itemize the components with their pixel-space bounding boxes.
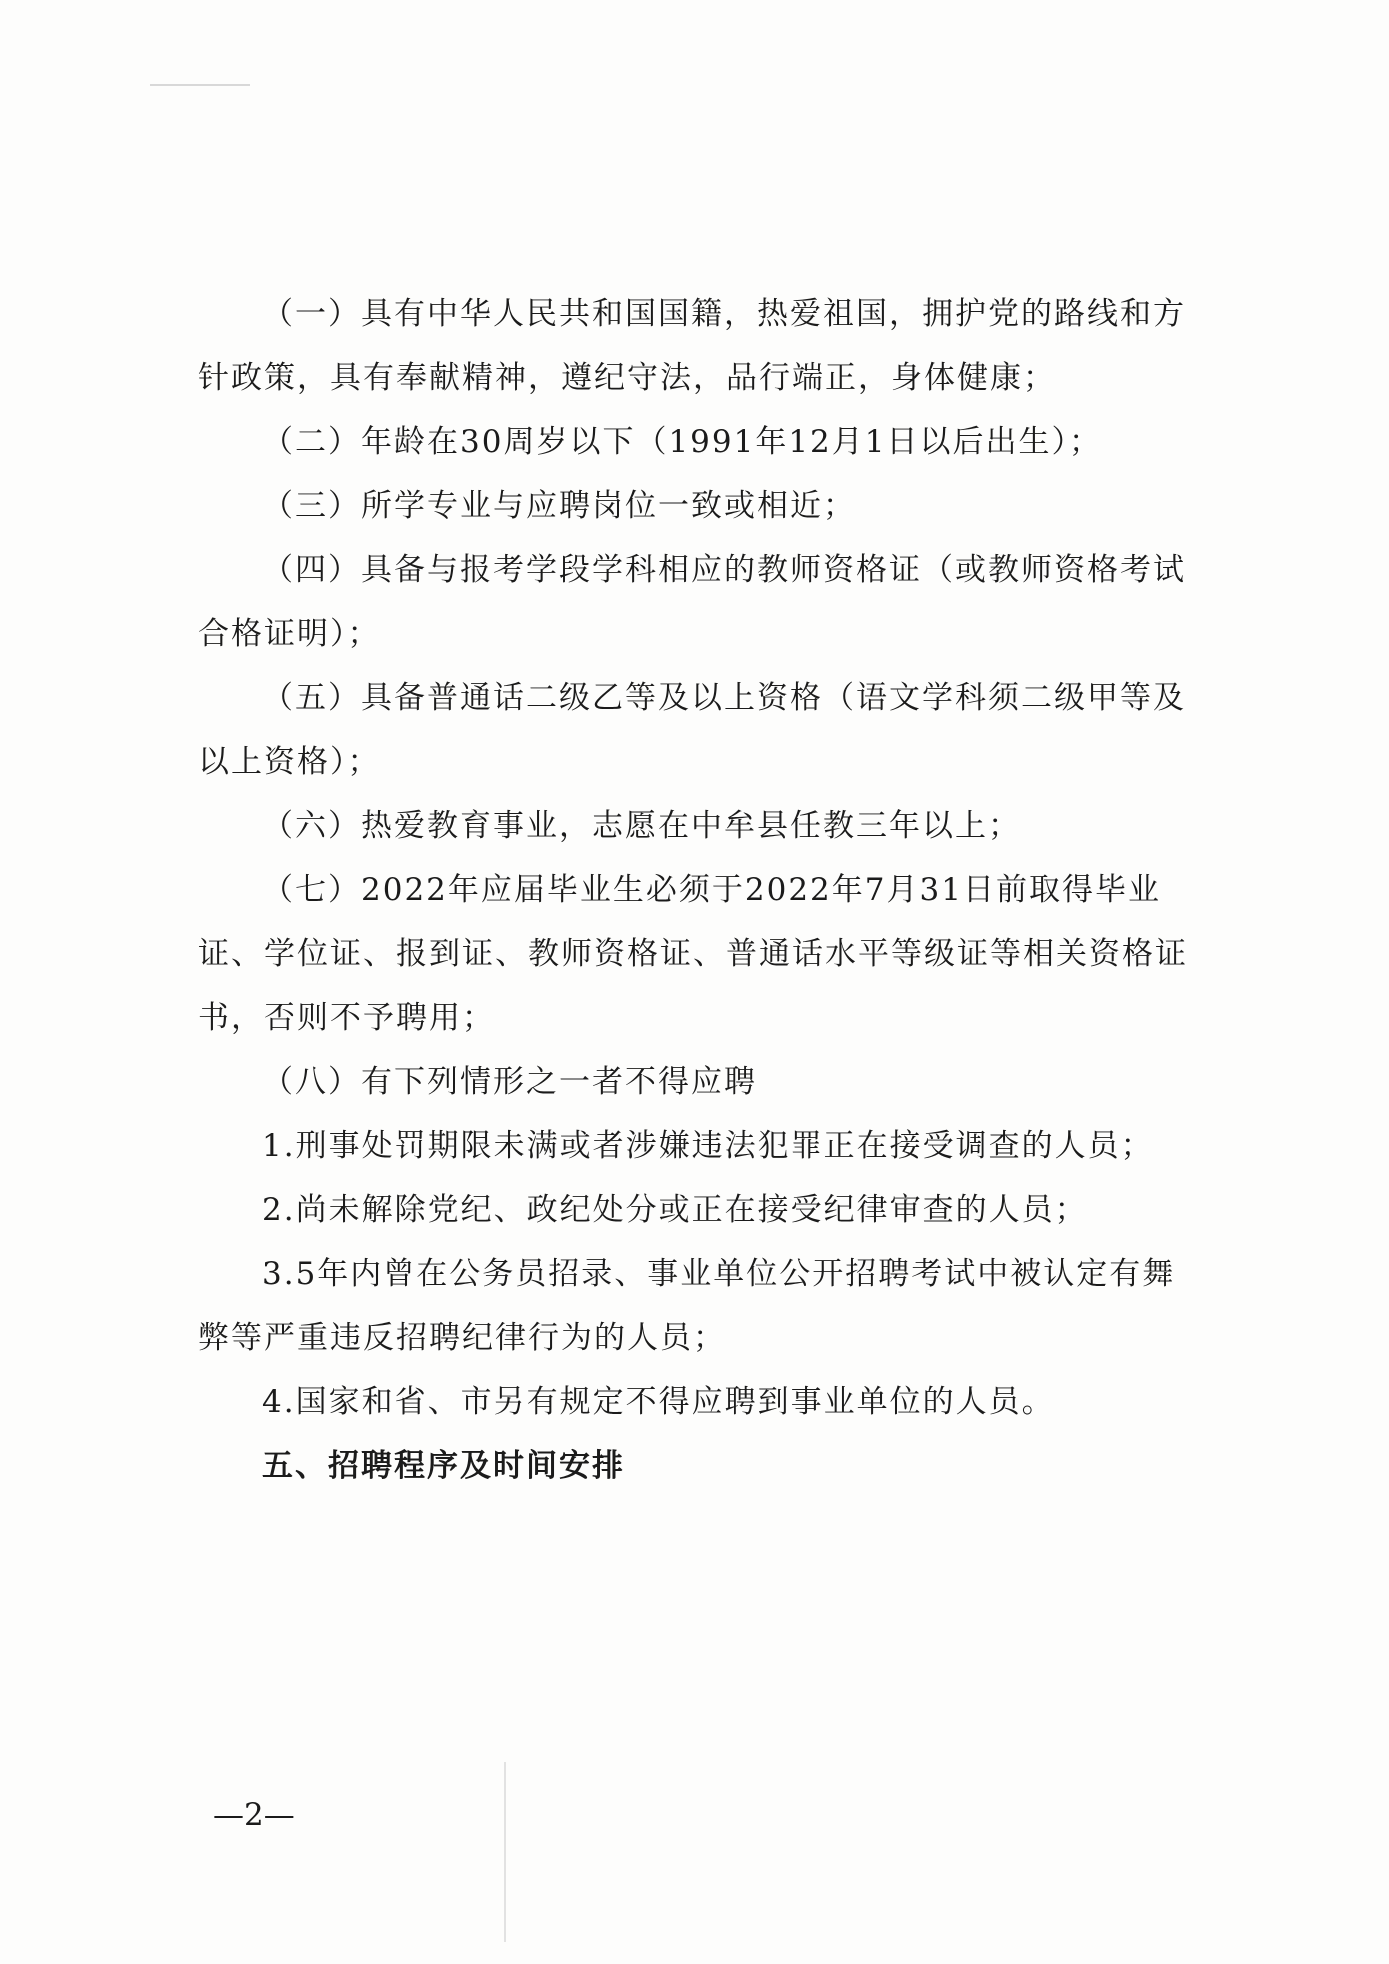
paragraph-4: （四）具备与报考学段学科相应的教师资格证（或教师资格考试合格证明）； <box>198 552 1186 652</box>
paragraph-5: （五）具备普通话二级乙等及以上资格（语文学科须二级甲等及以上资格）； <box>198 680 1186 780</box>
paragraph-2: （二）年龄在30周岁以下（1991年12月1日以后出生）； <box>262 424 1103 460</box>
section-heading: 五、招聘程序及时间安排 <box>262 1448 625 1484</box>
page-fold-line <box>504 1762 506 1942</box>
paragraph-9: 1.刑事处罚期限未满或者涉嫌违法犯罪正在接受调查的人员； <box>262 1128 1154 1164</box>
paragraph-7: （七）2022年应届毕业生必须于2022年7月31日前取得毕业证、学位证、报到证、教师资格证、普通话水平等级证等相关资格证书，否则不予聘用； <box>198 872 1188 1036</box>
page-number: —2— <box>213 1797 295 1833</box>
bleed-through-mark <box>150 84 250 86</box>
paragraph-11: 3.5年内曾在公务员招录、事业单位公开招聘考试中被认定有舞弊等严重违反招聘纪律行为的人员； <box>198 1256 1176 1356</box>
paragraph-12: 4.国家和省、市另有规定不得应聘到事业单位的人员。 <box>262 1384 1055 1420</box>
paragraph-10: 2.尚未解除党纪、政纪处分或正在接受纪律审查的人员； <box>262 1192 1088 1228</box>
paragraph-8: （八）有下列情形之一者不得应聘 <box>262 1064 757 1100</box>
paragraph-1: （一）具有中华人民共和国国籍，热爱祖国，拥护党的路线和方针政策，具有奉献精神，遵纪守法，品行端正，身体健康； <box>198 296 1186 396</box>
paragraph-3: （三）所学专业与应聘岗位一致或相近； <box>262 488 856 524</box>
paragraph-6: （六）热爱教育事业，志愿在中牟县任教三年以上； <box>262 808 1021 844</box>
document-body <box>198 282 1198 1498</box>
